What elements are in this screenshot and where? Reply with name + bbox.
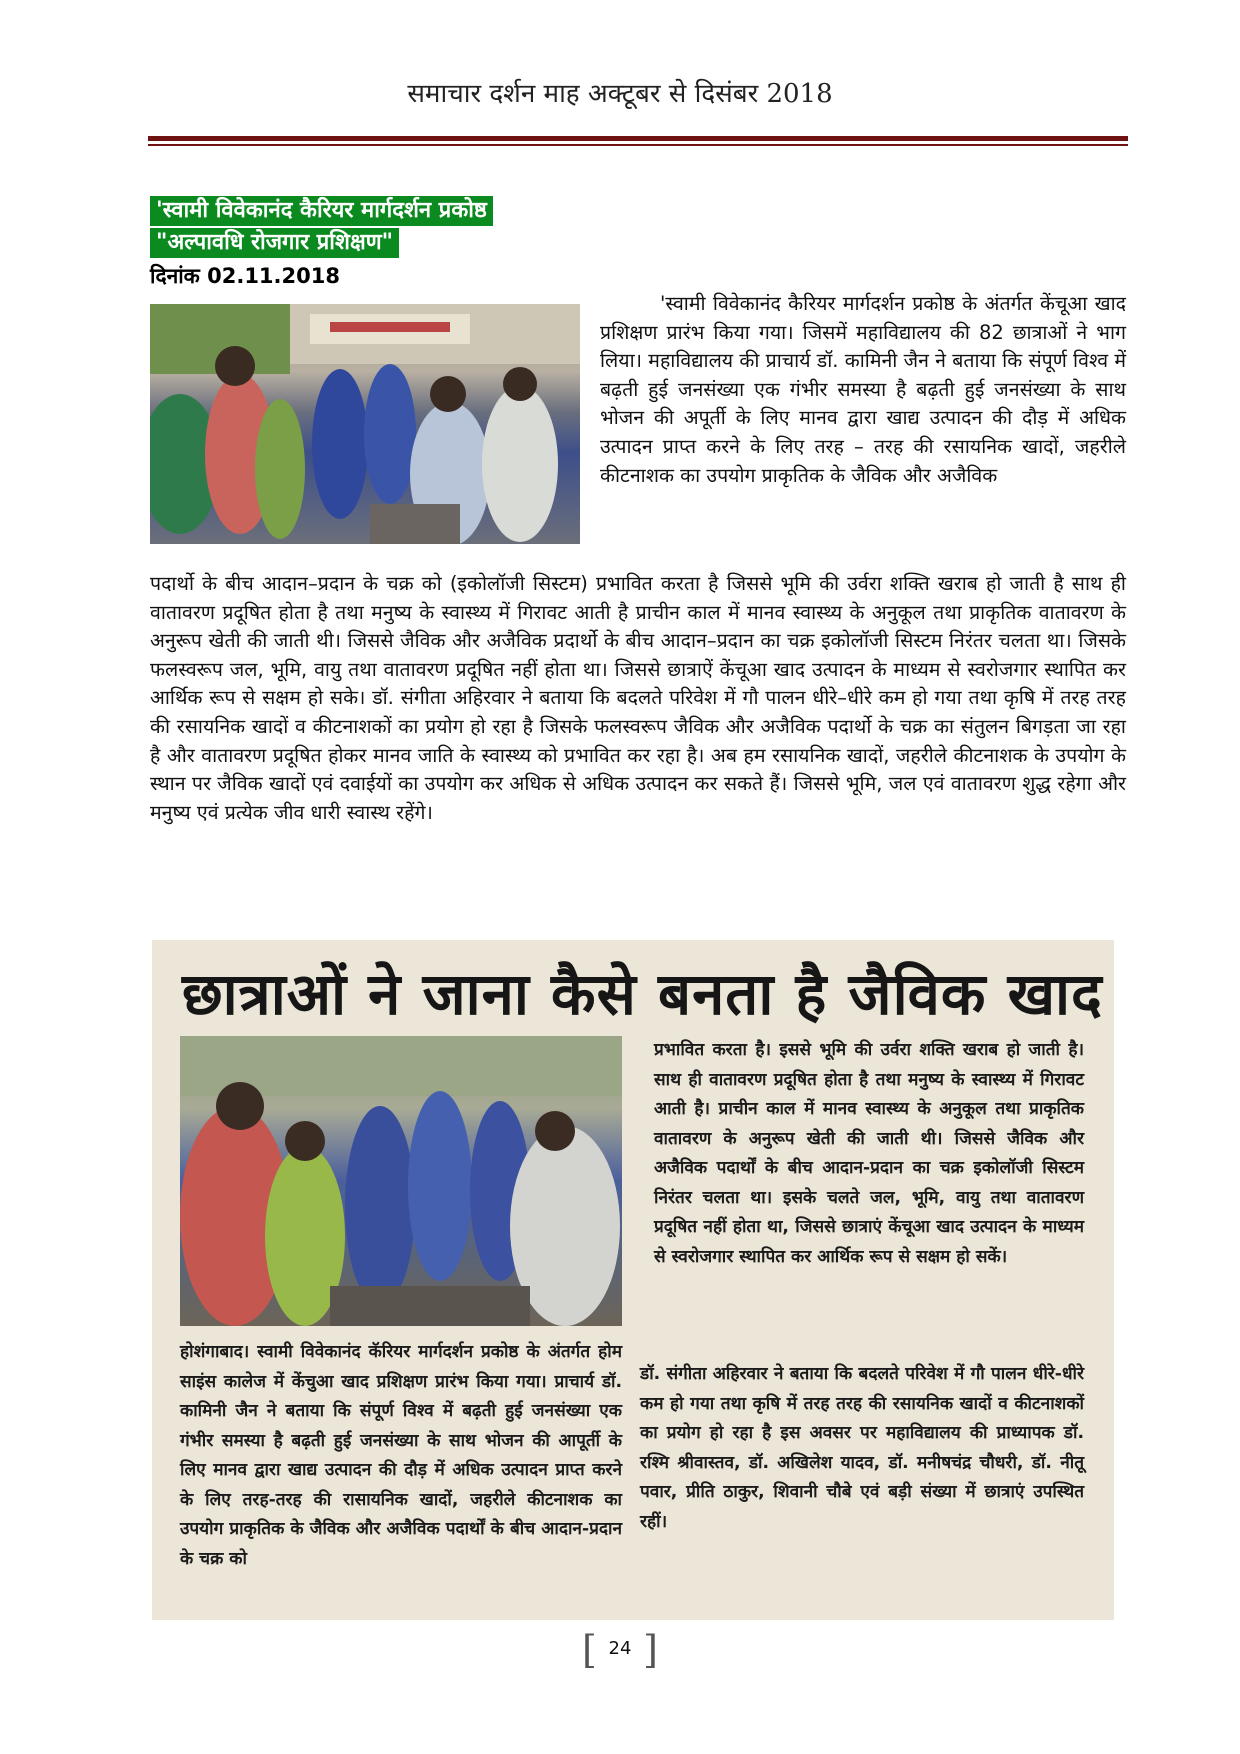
header-rule-thin	[148, 144, 1128, 146]
article-intro-text: 'स्वामी विवेकानंद कैरियर मार्गदर्शन प्रकोष्ठ के अंतर्गत केंचूआ खाद प्रशिक्षण प्रारंभ किया गया। जिसमें महाविद्यालय की 82 छात्राओं ने भाग लिया। महाविद्यालय की प्राचार्य डॉ. कामिनी जैन ने बताया कि संपूर्ण विश्व में बढ़ती हुई जनसंख्या एक गंभीर समस्या है बढ़ती हुई जनसंख्या के साथ भोजन की अपूर्ती के लिए मानव द्वारा खाद्य उत्पादन की दौड़ में अधिक उत्पादन प्राप्त करने के लिए तरह – तरह की रसायनिक खादों, जहरीले कीटनाशक का उपयोग प्राकृतिक के जैविक और अजैविक	[600, 292, 1126, 487]
section-heading-line2: "अल्पावधि रोजगार प्रशिक्षण"	[150, 228, 399, 258]
article-date: दिनांक 02.11.2018	[150, 264, 340, 288]
page-header-title: समाचार दर्शन माह अक्टूबर से दिसंबर 2018	[407, 79, 833, 109]
clipping-headline: छात्राओं ने जाना कैसे बनता है जैविक खाद	[182, 960, 1103, 1028]
page-number-right-bracket: ]	[643, 1628, 658, 1672]
clipping-column-left-bottom: होशंगाबाद। स्वामी विवेकानंद कॅरियर मार्गदर्शन प्रकोष्ठ के अंतर्गत होम साइंस कालेज में केंचुआ खाद प्रशिक्षण प्रारंभ किया गया। प्राचार्य डॉ. कामिनी जैन ने बताया कि संपूर्ण विश्व में बढ़ती हुई जनसंख्या एक गंभीर समस्या है बढ़ती हुई जनसंख्या के साथ भोजन की आपूर्ती के लिए मानव द्वारा खाद्य उत्पादन की दौड़ में अधिक उत्पादन प्राप्त करने के लिए तरह-तरह की रासायनिक खादों, जहरीले कीटनाशक का उपयोग प्राकृतिक के जैविक और अजैविक पदार्थों के बीच आदान-प्रदान के चक्र को	[180, 1342, 622, 1569]
page-number-left-bracket: [	[582, 1628, 597, 1672]
page-number-box	[582, 1628, 658, 1674]
section-heading-line1: 'स्वामी विवेकानंद कैरियर मार्गदर्शन प्रकोष्ठ	[150, 196, 493, 226]
article-body-text: पदार्थो के बीच आदान–प्रदान के चक्र को (इकोलॉजी सिस्टम) प्रभावित करता है जिससे भूमि की उर्वरा शक्ति खराब हो जाती है साथ ही वातावरण प्रदूषित होता है तथा मनुष्य के स्वास्थ्य में गिरावट आती है प्राचीन काल में मानव स्वास्थ्य के अनुकूल तथा प्राकृतिक वातावरण के अनुरूप खेती की जाती थी। जिससे जैविक और अजैविक प्रदार्थो के बीच आदान–प्रदान का चक्र इकोलॉजी सिस्टम निरंतर चलता था। जिसके फलस्वरूप जल, भूमि, वायु तथा वातावरण प्रदूषित नहीं होता था। जिससे छात्राऐं केंचूआ खाद उत्पादन के माध्यम से स्वरोजगार स्थापित कर आर्थिक रूप से सक्षम हो सके। डॉ. संगीता अहिरवार ने बताया कि बदलते परिवेश में गौ पालन धीरे–धीरे कम हो गया तथा कृषि में तरह तरह की रसायनिक खादों व कीटनाशकों का प्रयोग हो रहा है जिसके फलस्वरूप जैविक और अजैविक पदार्थो के चक्र का संतुलन बिगड़ता जा रहा है और वातावरण प्रदूषित होकर मानव जाति के स्वास्थ्य को प्रभावित कर रहा है। अब हम रसायनिक खादों, जहरीले कीटनाशक के उपयोग के स्थान पर जैविक खादों एवं दवाईयों का उपयोग कर अधिक से अधिक उत्पादन कर सकते हैं। जिससे भूमि, जल एवं वातावरण शुद्ध रहेगा और मनुष्य एवं प्रत्येक जीव धारी स्वास्थ रहेंगे।	[150, 572, 1126, 824]
clipping-column-right-bottom: डॉ. संगीता अहिरवार ने बताया कि बदलते परिवेश में गौ पालन धीरे-धीरे कम हो गया तथा कृषि में तरह तरह की रसायनिक खादों व कीटनाशकों का प्रयोग हो रहा है इस अवसर पर महाविद्यालय की प्राध्यापक डॉ. रश्मि श्रीवास्तव, डॉ. अखिलेश यादव, डॉ. मनीषचंद्र चौधरी, डॉ. नीतू पवार, प्रीति ठाकुर, शिवानी चौबे एवं बड़ी संख्या में छात्राएं उपस्थित रहीं।	[640, 1364, 1084, 1532]
newspaper-clipping	[152, 940, 1114, 1620]
header-rule-thick	[148, 136, 1128, 141]
event-photo	[150, 304, 580, 544]
clipping-column-right-top: प्रभावित करता है। इससे भूमि की उर्वरा शक्ति खराब हो जाती है। साथ ही वातावरण प्रदूषित होता है तथा मनुष्य के स्वास्थ्य में गिरावट आती है। प्राचीन काल में मानव स्वास्थ्य के अनुकूल तथा प्राकृतिक वातावरण के अनुरूप खेती की जाती थी। जिससे जैविक और अजैविक पदार्थों के बीच आदान-प्रदान का चक्र इकोलॉजी सिस्टम निरंतर चलता था। इसके चलते जल, भूमि, वायु तथा वातावरण प्रदूषित नहीं होता था, जिससे छात्राएं केंचूआ खाद उत्पादन के माध्यम से स्वरोजगार स्थापित कर आर्थिक रूप से सक्षम हो सकें।	[654, 1040, 1084, 1267]
clipping-photo	[180, 1036, 622, 1326]
page-number: 24	[608, 1638, 632, 1659]
